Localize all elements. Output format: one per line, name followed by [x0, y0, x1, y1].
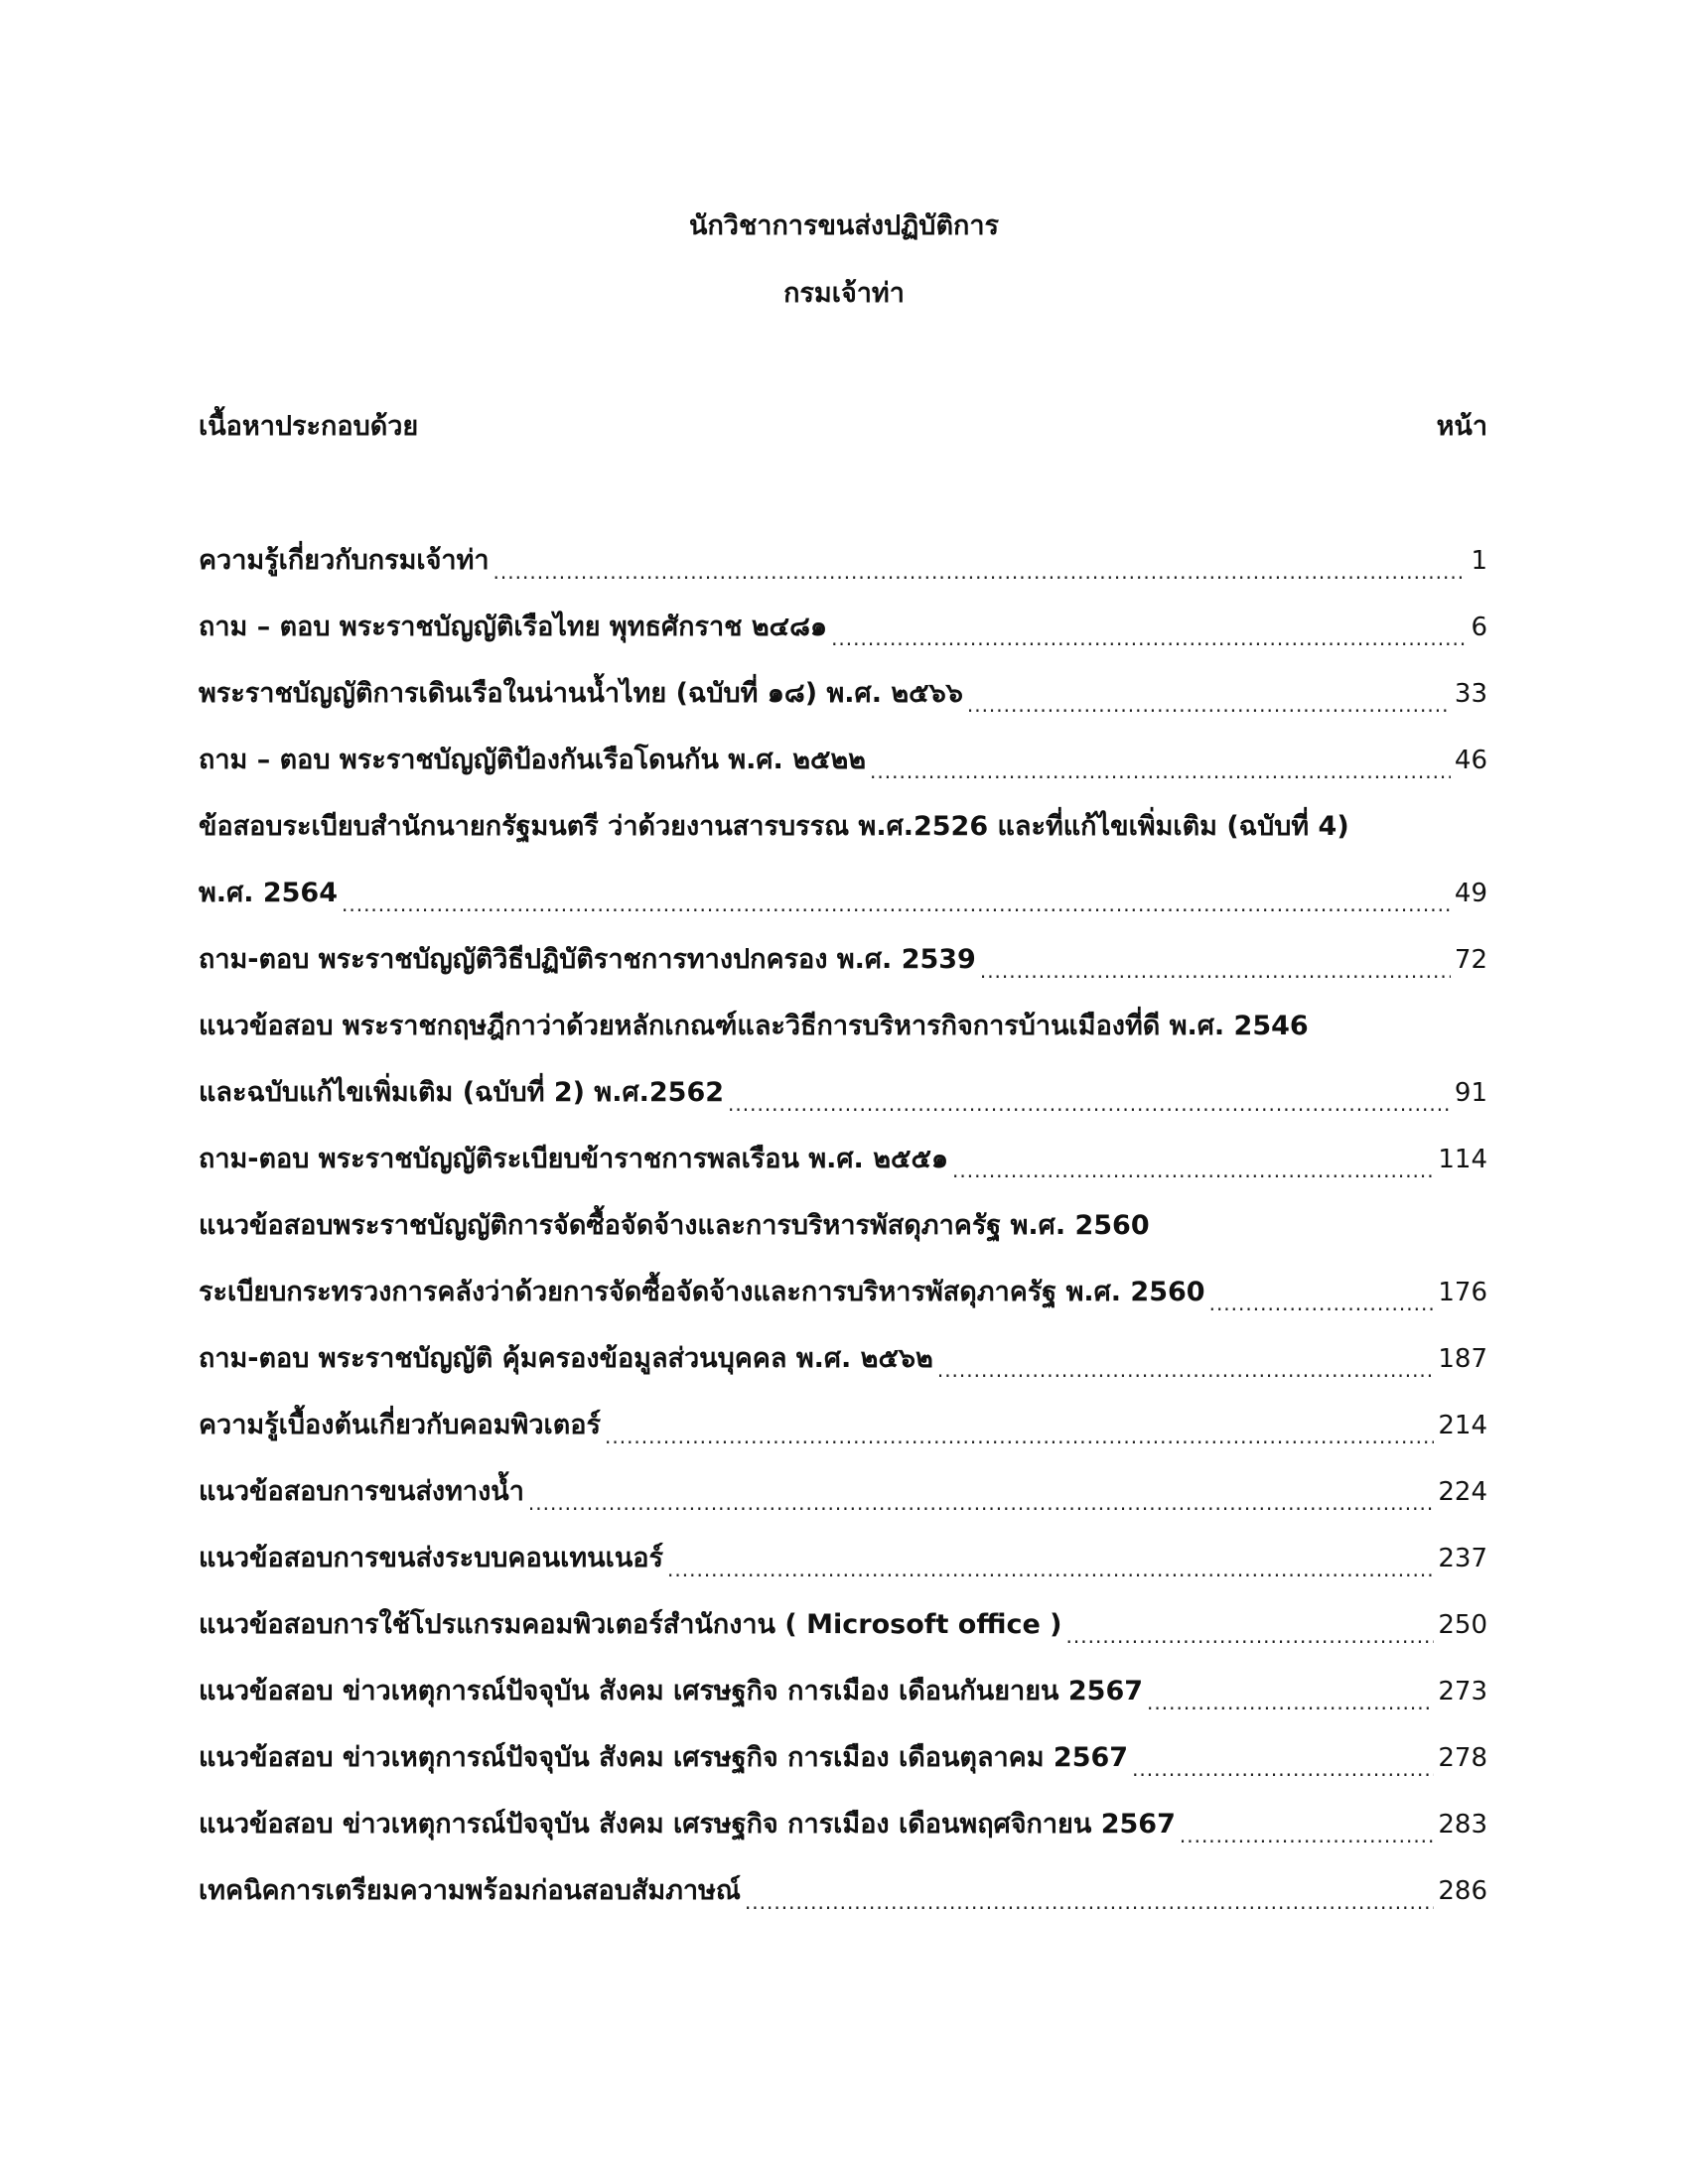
- toc-entry-page-number: 176: [1438, 1278, 1487, 1307]
- dot-leader: [952, 1151, 1434, 1190]
- contents-header: [199, 407, 1487, 447]
- toc-entry-page-number: 250: [1438, 1610, 1487, 1640]
- toc-entry-page-number: 237: [1438, 1544, 1487, 1573]
- toc-entry: [199, 1672, 1487, 1738]
- toc-entry: [199, 1007, 1487, 1073]
- toc-entry: [199, 1140, 1487, 1206]
- toc-entry: [199, 1539, 1487, 1605]
- toc-entry-title: ระเบียบกระทรวงการคลังว่าด้วยการจัดซื้อจัดจ้างและการบริหารพัสดุภาครัฐ พ.ศ. 2560: [199, 1277, 1205, 1307]
- toc-entry-page-number: 91: [1454, 1078, 1487, 1108]
- dot-leader: [937, 1350, 1435, 1390]
- toc-entry-title: ข้อสอบระเบียบสำนักนายกรัฐมนตรี ว่าด้วยงานสารบรรณ พ.ศ.2526 และที่แก้ไขเพิ่มเติม (ฉบับที่ 4): [199, 811, 1349, 842]
- dot-leader: [1132, 1749, 1434, 1789]
- toc-entry: [199, 1605, 1487, 1672]
- dot-leader: [342, 885, 1451, 924]
- dot-leader: [967, 685, 1451, 725]
- toc-entry-title: แนวข้อสอบการขนส่งทางน้ำ: [199, 1476, 524, 1507]
- toc-entry-title: ถาม-ตอบ พระราชบัญญัติวิธีปฏิบัติราชการทางปกครอง พ.ศ. 2539: [199, 944, 976, 975]
- dot-leader: [728, 1084, 1451, 1124]
- toc-entry: [199, 741, 1487, 807]
- table-of-contents: [199, 541, 1487, 1938]
- toc-entry-title: ถาม – ตอบ พระราชบัญญัติป้องกันเรือโดนกัน พ.ศ. ๒๕๒๒: [199, 745, 867, 775]
- toc-entry: [199, 1472, 1487, 1539]
- toc-entry-page-number: 187: [1438, 1344, 1487, 1374]
- toc-entry-page-number: 49: [1454, 879, 1487, 908]
- toc-entry-title: แนวข้อสอบการขนส่งระบบคอนเทนเนอร์: [199, 1543, 664, 1573]
- toc-entry: [199, 541, 1487, 608]
- toc-entry-title: เทคนิคการเตรียมความพร้อมก่อนสอบสัมภาษณ์: [199, 1875, 741, 1906]
- toc-entry: [199, 1805, 1487, 1871]
- toc-entry-title: ถาม-ตอบ พระราชบัญญัติ คุ้มครองข้อมูลส่วนบุคคล พ.ศ. ๒๕๖๒: [199, 1343, 933, 1374]
- toc-entry: [199, 874, 1487, 940]
- toc-entry-title: และฉบับแก้ไขเพิ่มเติม (ฉบับที่ 2) พ.ศ.2562: [199, 1077, 725, 1108]
- toc-entry-page-number: 33: [1454, 679, 1487, 709]
- toc-entry-title: แนวข้อสอบ พระราชกฤษฎีกาว่าด้วยหลักเกณฑ์และวิธีการบริหารกิจการบ้านเมืองที่ดี พ.ศ. 2546: [199, 1011, 1309, 1041]
- toc-entry: [199, 608, 1487, 674]
- toc-entry-title: พ.ศ. 2564: [199, 878, 338, 908]
- toc-entry: [199, 674, 1487, 741]
- dot-leader: [528, 1483, 1434, 1523]
- dot-leader: [745, 1882, 1434, 1922]
- toc-entry: [199, 1273, 1487, 1339]
- toc-entry-title: แนวข้อสอบพระราชบัญญัติการจัดซื้อจัดจ้างและการบริหารพัสดุภาครัฐ พ.ศ. 2560: [199, 1210, 1150, 1241]
- dot-leader: [1209, 1284, 1435, 1323]
- toc-entry-page-number: 46: [1454, 746, 1487, 775]
- toc-entry-title: ความรู้เบื้องต้นเกี่ยวกับคอมพิวเตอร์: [199, 1410, 601, 1440]
- toc-entry: [199, 1406, 1487, 1472]
- dot-leader: [1180, 1816, 1434, 1855]
- toc-entry-page-number: 286: [1438, 1876, 1487, 1906]
- toc-entry: [199, 1206, 1487, 1273]
- toc-entry: [199, 1738, 1487, 1805]
- document-subtitle: กรมเจ้าท่า: [783, 278, 905, 309]
- toc-entry-page-number: 273: [1438, 1677, 1487, 1706]
- dot-leader: [493, 552, 1468, 592]
- toc-entry: [199, 1871, 1487, 1938]
- toc-entry-title: ถาม-ตอบ พระราชบัญญัติระเบียบข้าราชการพลเรือน พ.ศ. ๒๕๕๑: [199, 1144, 949, 1174]
- toc-entry-page-number: 278: [1438, 1743, 1487, 1773]
- toc-entry: [199, 807, 1487, 874]
- toc-entry-page-number: 114: [1438, 1145, 1487, 1174]
- contents-label: เนื้อหาประกอบด้วย: [199, 411, 419, 442]
- toc-entry-page-number: 224: [1438, 1477, 1487, 1507]
- toc-entry-page-number: 72: [1454, 945, 1487, 975]
- dot-leader: [1066, 1616, 1435, 1656]
- dot-leader: [980, 951, 1451, 991]
- toc-entry: [199, 1339, 1487, 1406]
- dot-leader: [831, 618, 1467, 658]
- toc-entry-title: แนวข้อสอบ ข่าวเหตุการณ์ปัจจุบัน สังคม เศรษฐกิจ การเมือง เดือนพฤศจิกายน 2567: [199, 1809, 1176, 1840]
- toc-entry-page-number: 1: [1471, 546, 1487, 576]
- dot-leader: [605, 1417, 1434, 1456]
- toc-entry-title: พระราชบัญญัติการเดินเรือในน่านน้ำไทย (ฉบับที่ ๑๘) พ.ศ. ๒๕๖๖: [199, 678, 963, 709]
- toc-entry: [199, 1073, 1487, 1140]
- toc-entry-title: แนวข้อสอบ ข่าวเหตุการณ์ปัจจุบัน สังคม เศรษฐกิจ การเมือง เดือนกันยายน 2567: [199, 1676, 1144, 1706]
- dot-leader: [667, 1550, 1434, 1589]
- toc-entry-title: ถาม – ตอบ พระราชบัญญัติเรือไทย พุทธศักราช ๒๔๘๑: [199, 612, 828, 642]
- toc-entry-page-number: 283: [1438, 1810, 1487, 1840]
- toc-entry-title: ความรู้เกี่ยวกับกรมเจ้าท่า: [199, 545, 490, 576]
- document-title: นักวิชาการขนส่งปฏิบัติการ: [689, 210, 999, 241]
- dot-leader: [1147, 1683, 1434, 1722]
- toc-entry-title: แนวข้อสอบการใช้โปรแกรมคอมพิวเตอร์สำนักงาน ( Microsoft office ): [199, 1609, 1062, 1640]
- dot-leader: [870, 751, 1451, 791]
- toc-entry-page-number: 214: [1438, 1411, 1487, 1440]
- toc-entry-title: แนวข้อสอบ ข่าวเหตุการณ์ปัจจุบัน สังคม เศรษฐกิจ การเมือง เดือนตุลาคม 2567: [199, 1742, 1129, 1773]
- page-column-label: หน้า: [1436, 411, 1487, 442]
- toc-entry-page-number: 6: [1471, 613, 1487, 642]
- toc-entry: [199, 940, 1487, 1007]
